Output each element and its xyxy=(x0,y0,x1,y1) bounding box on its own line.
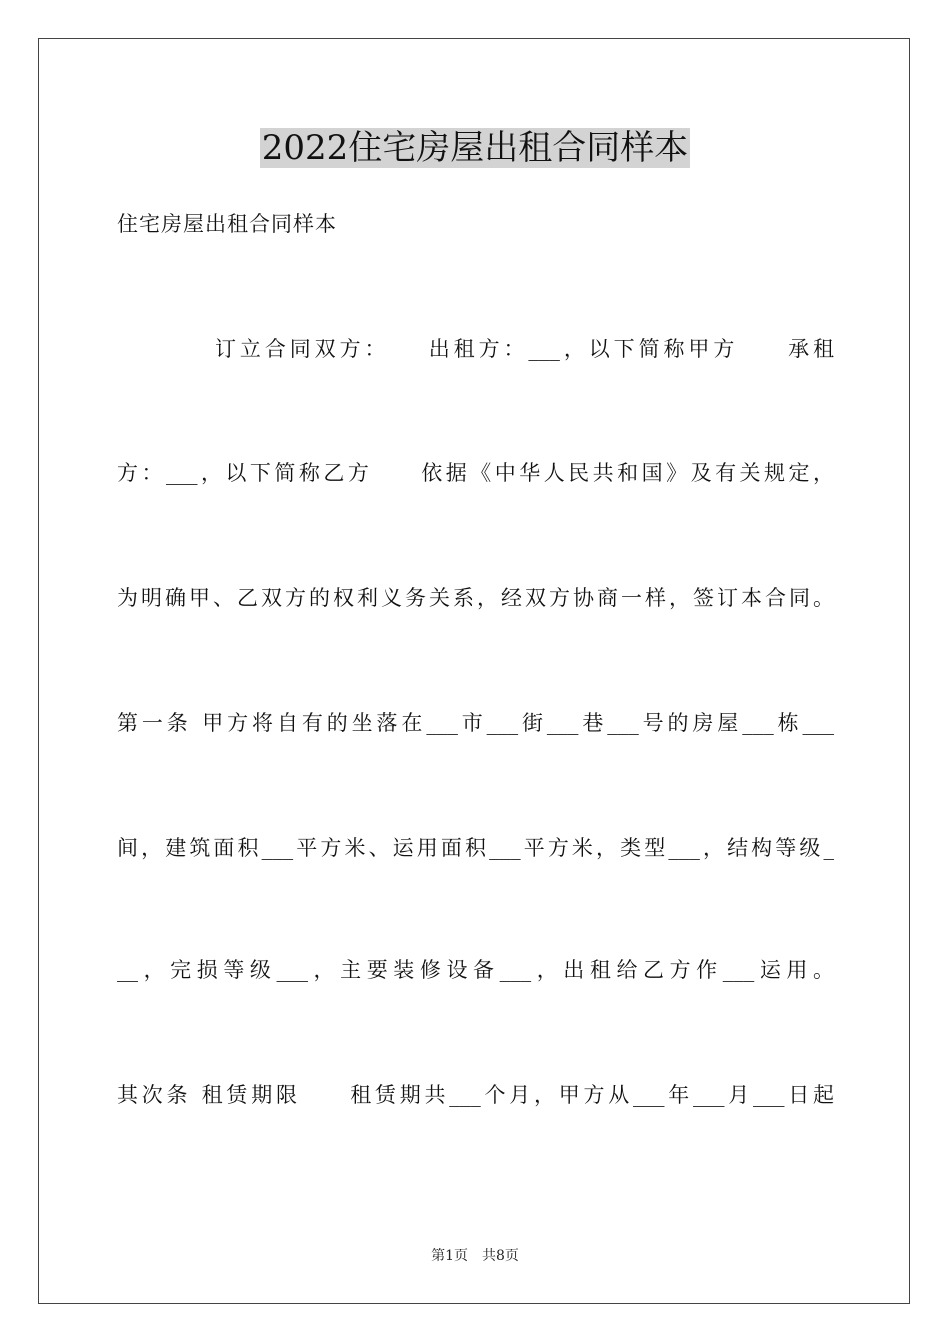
body-line-7: 其次条 租赁期限 租赁期共___个月，甲方从___年___月___日起 xyxy=(117,1083,834,1107)
document-title xyxy=(0,128,950,168)
page-footer: 第1页 共8页 xyxy=(431,1248,519,1264)
document-subtitle: 住宅房屋出租合同样本 xyxy=(117,212,337,236)
body-line-2: 方：___，以下简称乙方 依据《中华人民共和国》及有关规定， xyxy=(117,461,834,485)
document-title-text: 2022住宅房屋出租合同样本 xyxy=(261,128,689,168)
body-line-4: 第一条 甲方将自有的坐落在___市___街___巷___号的房屋___栋___ xyxy=(117,711,834,735)
body-line-6: __，完损等级___，主要装修设备___，出租给乙方作___运用。 xyxy=(117,958,834,982)
body-line-5: 间，建筑面积___平方米、运用面积___平方米，类型___，结构等级_ xyxy=(117,836,834,860)
body-line-1: 订立合同双方： 出租方：___，以下简称甲方 承租 xyxy=(215,337,834,361)
body-line-3: 为明确甲、乙双方的权利义务关系，经双方协商一样，签订本合同。 xyxy=(117,586,834,610)
